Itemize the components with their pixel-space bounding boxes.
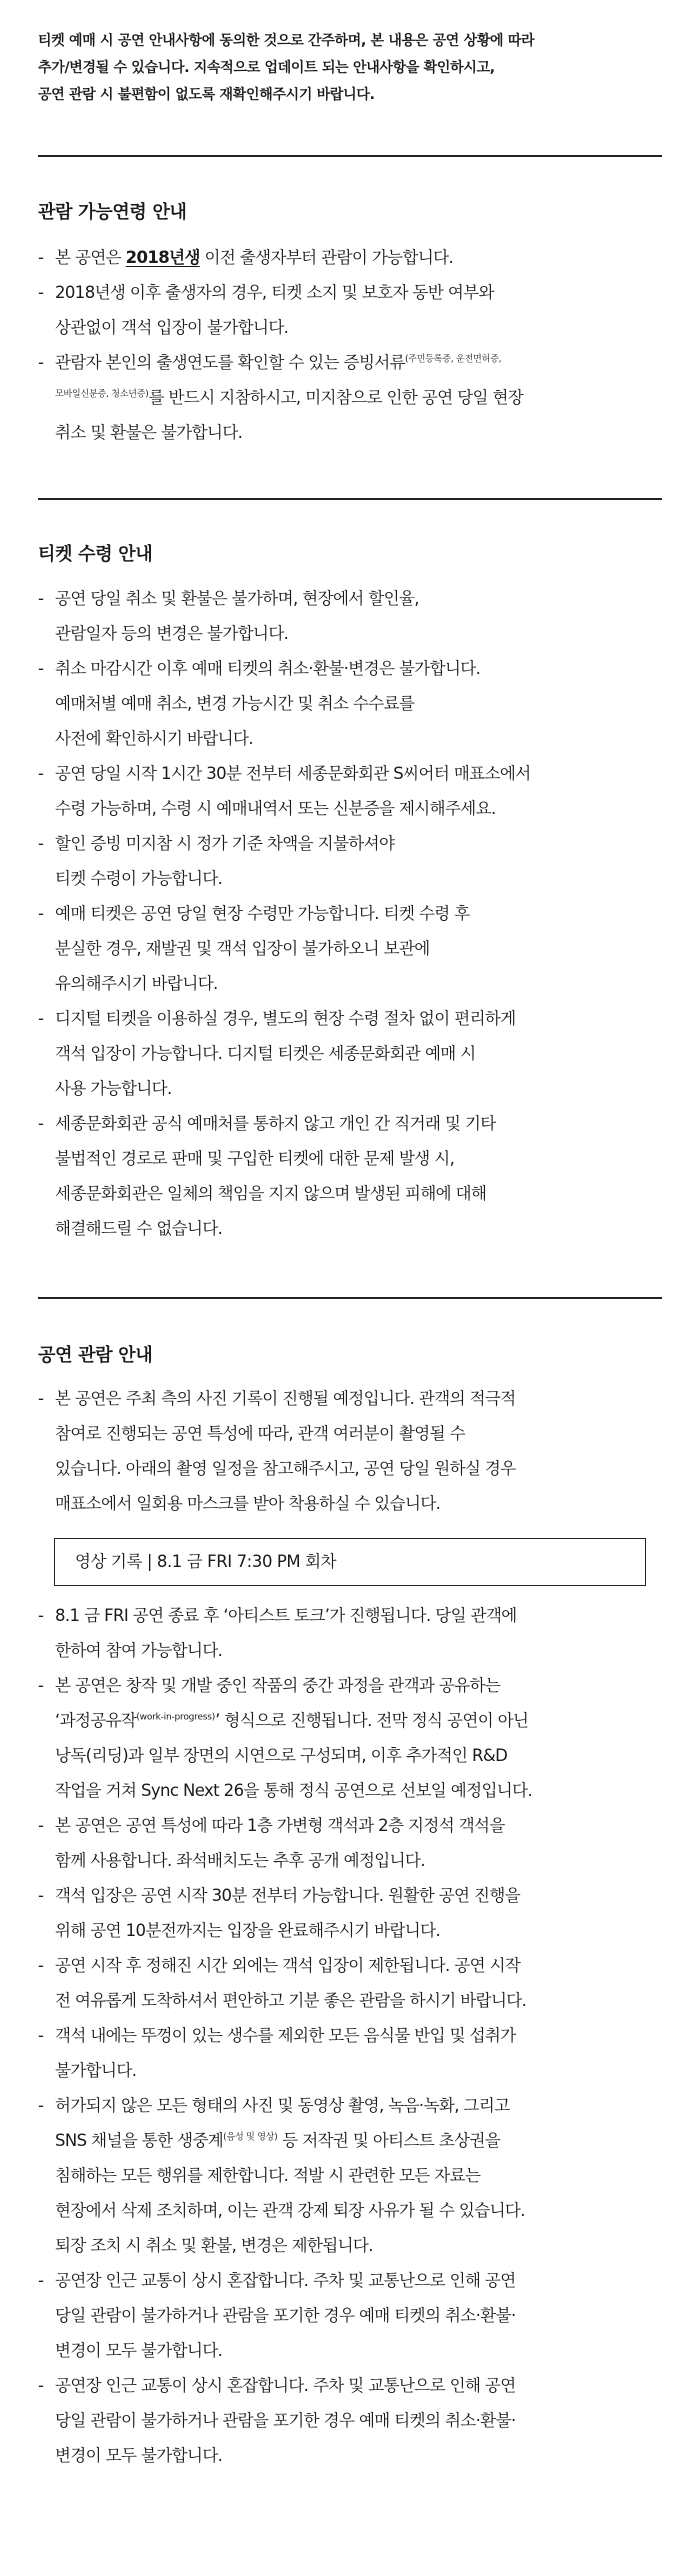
birth-year-emphasis: 2018년생: [125, 248, 200, 267]
list-item: - 허가되지 않은 모든 형태의 사진 및 동영상 촬영, 녹음·녹화, 그리고 SNS 채널을 통한 생중계$^{(음성 및 영상)}$ 등 저작권 및 아티스트 초상권을 침해하는 모든 행위를 제한합니다. 적발 시 관련한 모든 자료는 현장에서 삭제 조치하며, 이는 관객 강제 퇴장 사유가 될 수 있습니다. 퇴장 조치 시 취소 및 환불, 변경은 제한됩니다.: [38, 2096, 525, 2255]
list-item: - 공연 당일 취소 및 환불은 불가하며, 현장에서 할인율, 관람일자 등의 변경은 불가합니다.: [38, 589, 419, 643]
list-item: - 공연 시작 후 정해진 시간 외에는 객석 입장이 제한됩니다. 공연 시작 전 여유롭게 도착하셔서 편안하고 기분 좋은 관람을 하시기 바랍니다.: [38, 1956, 527, 2010]
list-item: - 객석 입장은 공연 시작 30분 전부터 가능합니다. 원활한 공연 진행을 위해 공연 10분전까지는 입장을 완료해주시기 바랍니다.: [38, 1886, 521, 1940]
age-info-list: [38, 240, 668, 450]
section-divider: [38, 1297, 662, 1299]
performance-info-list: [38, 1381, 668, 1521]
list-item: - 8.1 금 FRI 공연 종료 후 ‘아티스트 토크’가 진행됩니다. 당일 관객에 한하여 참여 가능합니다.: [38, 1606, 517, 1660]
list-item: - 공연장 인근 교통이 상시 혼잡합니다. 주차 및 교통난으로 인해 공연 당일 관람이 불가하거나 관람을 포기한 경우 예매 티켓의 취소·환불· 변경이 모두 불가합니다.: [38, 2271, 516, 2360]
list-item: - 예매 티켓은 공연 당일 현장 수령만 가능합니다. 티켓 수령 후 분실한 경우, 재발권 및 객석 입장이 불가하오니 보관에 유의해주시기 바랍니다.: [38, 904, 470, 993]
list-item: - 본 공연은 창작 및 개발 중인 작품의 중간 과정을 관객과 공유하는 ‘과정공유작$^{(work-in-progress)}$’ 형식으로 진행됩니다. 전막 정식 공연이 아닌 낭독(리딩)과 일부 장면의 시연으로 구성되며, 이후 추가적인 R&D 작업을 거쳐 Sync Next 26을 통해 정식 공연으로 선보일 예정입니다.: [38, 1676, 533, 1800]
age-section-title: 관람 가능연령 안내: [38, 202, 187, 223]
video-recording-schedule-box: 영상 기록 | 8.1 금 FRI 7:30 PM 회차: [54, 1538, 646, 1586]
ticket-section-title: 티켓 수령 안내: [38, 544, 153, 565]
list-item: - 관람자 본인의 출생연도를 확인할 수 있는 증빙서류$^{(주민등록증, 운전면허증,}$ $^{모바일신분증, 청소년증)}$를 반드시 지참하시고, 미지참으로 인한 공연 당일 현장 취소 및 환불은 불가합니다.: [38, 353, 524, 442]
list-item: - 세종문화회관 공식 예매처를 통하지 않고 개인 간 직거래 및 기타 불법적인 경로로 판매 및 구입한 티켓에 대한 문제 발생 시, 세종문화회관은 일체의 책임을 지지 않으며 발생된 피해에 대해 해결해드릴 수 없습니다.: [38, 1114, 496, 1238]
ticket-info-list: [38, 581, 668, 1246]
intro-line: 추가/변경될 수 있습니다. 지속적으로 업데이트 되는 안내사항을 확인하시고,: [38, 60, 495, 76]
list-item: - 본 공연은 공연 특성에 따라 1층 가변형 객석과 2층 지정석 객석을 함께 사용합니다. 좌석배치도는 추후 공개 예정입니다.: [38, 1816, 505, 1870]
performance-section-title: 공연 관람 안내: [38, 1345, 153, 1366]
list-item: - 객석 내에는 뚜껑이 있는 생수를 제외한 모든 음식물 반입 및 섭취가 불가합니다.: [38, 2026, 516, 2080]
list-item: - 2018년생 이후 출생자의 경우, 티켓 소지 및 보호자 동반 여부와 상관없이 객석 입장이 불가합니다.: [38, 283, 494, 337]
list-item: - 디지털 티켓을 이용하실 경우, 별도의 현장 수령 절차 없이 편리하게 객석 입장이 가능합니다. 디지털 티켓은 세종문화회관 예매 시 사용 가능합니다.: [38, 1009, 516, 1098]
list-item: - 본 공연은 주최 측의 사진 기록이 진행될 예정입니다. 관객의 적극적 참여로 진행되는 공연 특성에 따라, 관객 여러분이 촬영될 수 있습니다. 아래의 촬영 일정을 참고해주시고, 공연 당일 원하실 경우 매표소에서 일회용 마스크를 받아 착용하실 수 있습니다.: [38, 1389, 516, 1513]
performance-info-list-continued: [38, 1598, 668, 2473]
intro-line: 공연 관람 시 불편함이 없도록 재확인해주시기 바랍니다.: [38, 87, 375, 103]
intro-notice: [38, 28, 662, 109]
list-item: - 공연장 인근 교통이 상시 혼잡합니다. 주차 및 교통난으로 인해 공연 당일 관람이 불가하거나 관람을 포기한 경우 예매 티켓의 취소·환불· 변경이 모두 불가합니다.: [38, 2376, 516, 2465]
list-item: - 취소 마감시간 이후 예매 티켓의 취소·환불·변경은 불가합니다. 예매처별 예매 취소, 변경 가능시간 및 취소 수수료를 사전에 확인하시기 바랍니다.: [38, 659, 481, 748]
list-item: - 할인 증빙 미지참 시 정가 기준 차액을 지불하셔야 티켓 수령이 가능합니다.: [38, 834, 395, 888]
list-item: - 공연 당일 시작 1시간 30분 전부터 세종문화회관 S씨어터 매표소에서 수령 가능하며, 수령 시 예매내역서 또는 신분증을 제시해주세요.: [38, 764, 531, 818]
section-divider: [38, 498, 662, 500]
intro-line: 티켓 예매 시 공연 안내사항에 동의한 것으로 간주하며, 본 내용은 공연 상황에 따라: [38, 33, 535, 49]
list-item: - 본 공연은 2018년생 이전 출생자부터 관람이 가능합니다.: [38, 248, 454, 267]
section-divider: [38, 155, 662, 157]
